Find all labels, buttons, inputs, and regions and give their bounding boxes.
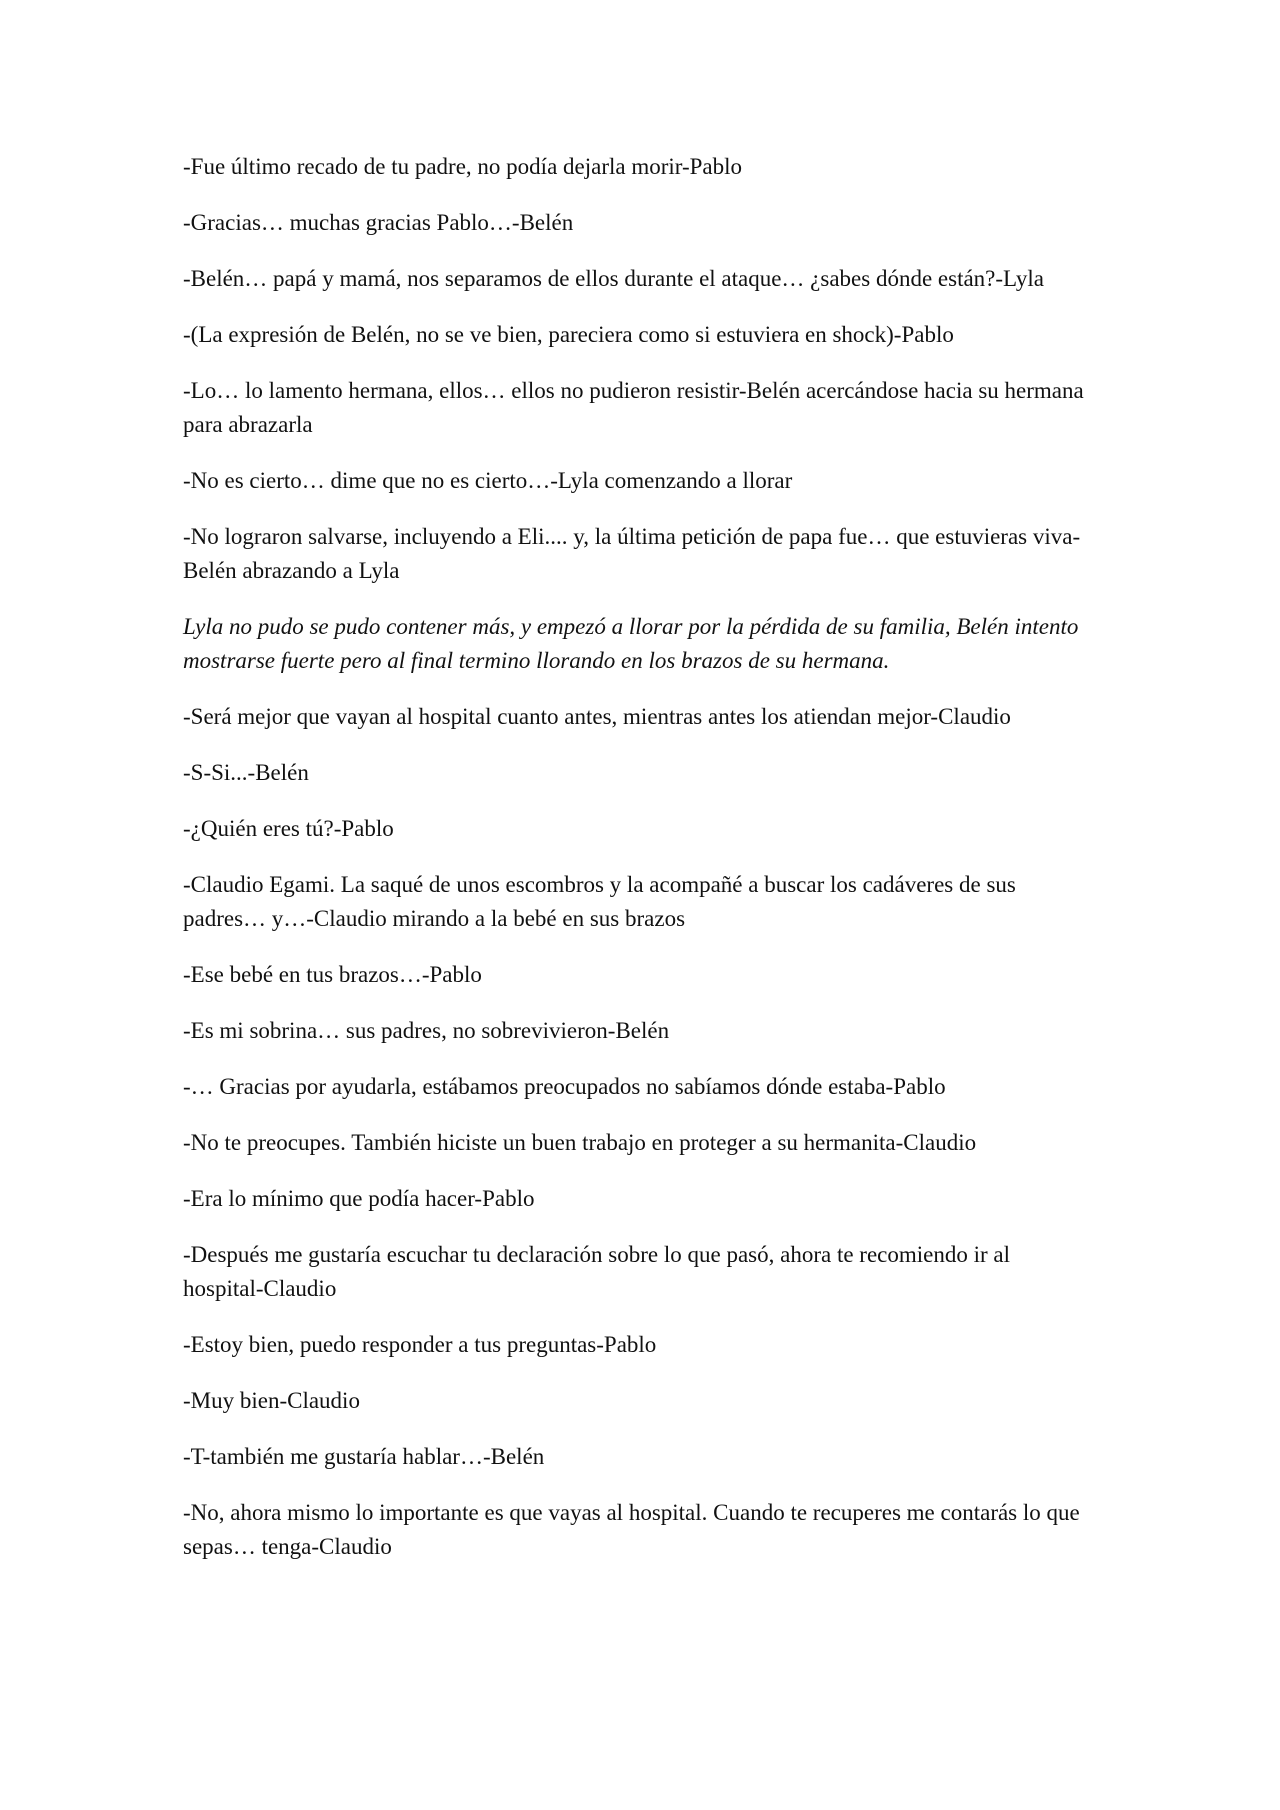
- paragraph-15: -… Gracias por ayudarla, estábamos preocupados no sabíamos dónde estaba-Pablo: [183, 1074, 946, 1099]
- narration-paragraph: Lyla no pudo se pudo contener más, y empezó a llorar por la pérdida de su familia, Belén intento mostrarse fuerte pero al final termino llorando en los brazos de su hermana.: [183, 614, 1079, 673]
- paragraph-7: -No lograron salvarse, incluyendo a Eli.... y, la última petición de papa fue… que estuvieras viva-Belén abrazando a Lyla: [183, 524, 1081, 583]
- paragraph-22: -No, ahora mismo lo importante es que vayas al hospital. Cuando te recuperes me contarás lo que sepas… tenga-Claudio: [183, 1500, 1080, 1559]
- paragraph-19: -Estoy bien, puedo responder a tus preguntas-Pablo: [183, 1332, 657, 1357]
- paragraph-10: -S-Si...-Belén: [183, 760, 309, 785]
- paragraph-20: -Muy bien-Claudio: [183, 1388, 360, 1413]
- paragraph-14: -Es mi sobrina… sus padres, no sobrevivieron-Belén: [183, 1018, 670, 1043]
- paragraph-4: -(La expresión de Belén, no se ve bien, pareciera como si estuviera en shock)-Pablo: [183, 322, 954, 347]
- paragraph-18: -Después me gustaría escuchar tu declaración sobre lo que pasó, ahora te recomiendo ir al hospital-Claudio: [183, 1242, 1011, 1301]
- paragraph-9: -Será mejor que vayan al hospital cuanto antes, mientras antes los atiendan mejor-Claudio: [183, 704, 1011, 729]
- paragraph-1: -Fue último recado de tu padre, no podía dejarla morir-Pablo: [183, 154, 743, 179]
- paragraph-3: -Belén… papá y mamá, nos separamos de ellos durante el ataque… ¿sabes dónde están?-Lyla: [183, 266, 1044, 291]
- paragraph-17: -Era lo mínimo que podía hacer-Pablo: [183, 1186, 535, 1211]
- paragraph-11: -¿Quién eres tú?-Pablo: [183, 816, 394, 841]
- paragraph-16: -No te preocupes. También hiciste un buen trabajo en proteger a su hermanita-Claudio: [183, 1130, 977, 1155]
- paragraph-2: -Gracias… muchas gracias Pablo…-Belén: [183, 210, 574, 235]
- paragraph-13: -Ese bebé en tus brazos…-Pablo: [183, 962, 482, 987]
- paragraph-5: -Lo… lo lamento hermana, ellos… ellos no pudieron resistir-Belén acercándose hacia su hermana para abrazarla: [183, 378, 1084, 437]
- paragraph-12: -Claudio Egami. La saqué de unos escombros y la acompañé a buscar los cadáveres de sus padres… y…-Claudio mirando a la bebé en sus brazos: [183, 872, 1016, 931]
- paragraph-21: -T-también me gustaría hablar…-Belén: [183, 1444, 545, 1469]
- document-page: [183, 150, 1093, 1586]
- paragraph-6: -No es cierto… dime que no es cierto…-Lyla comenzando a llorar: [183, 468, 793, 493]
